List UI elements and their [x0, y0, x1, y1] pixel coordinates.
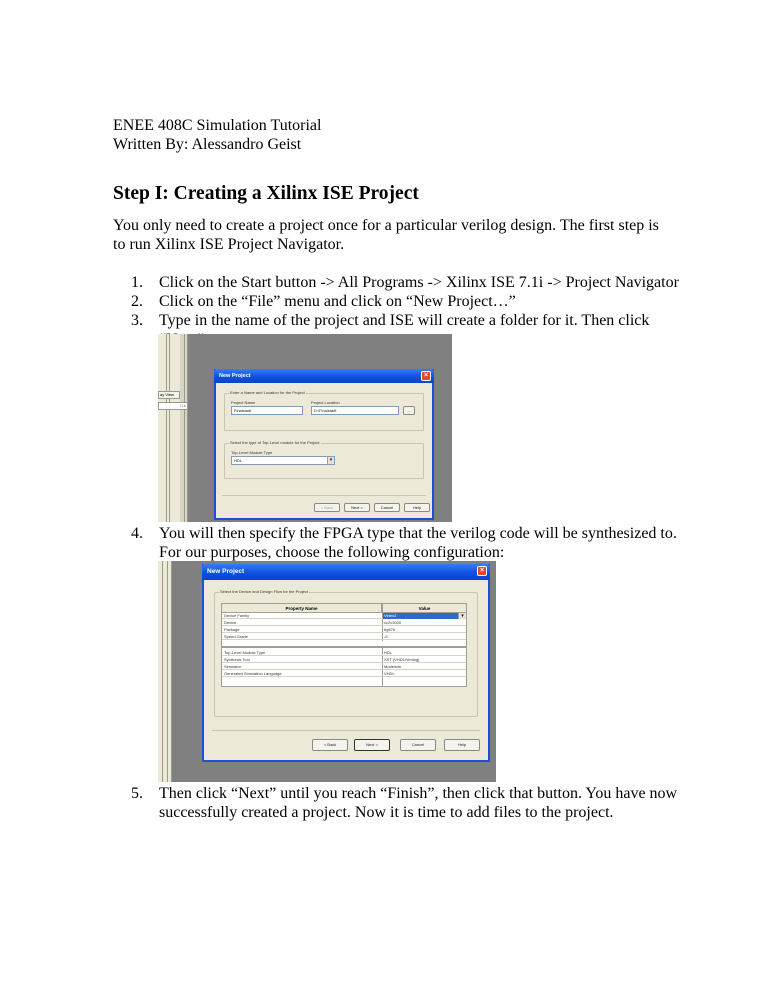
project-location-label: Project Location: [311, 400, 340, 405]
close-icon[interactable]: ×: [477, 566, 487, 576]
step-text: Click on the “File” menu and click on “New Project…”: [159, 293, 516, 310]
back-button[interactable]: < Back: [312, 739, 348, 751]
step-number: 1.: [131, 274, 143, 291]
step-text: Type in the name of the project and ISE will create a folder for it. Then click: [159, 312, 650, 329]
table-row[interactable]: [222, 634, 466, 640]
screenshot-new-project-name: [158, 334, 452, 522]
top-level-value: HDL: [234, 458, 243, 463]
property-name: Synthesis Tool: [224, 657, 250, 662]
panel-divider: [162, 561, 163, 782]
property-value[interactable]: xc2v3000: [384, 620, 402, 625]
table-row[interactable]: [222, 657, 466, 663]
property-value[interactable]: VHDL: [384, 671, 395, 676]
group-label: Enter a Name and Location for the Project: [230, 390, 305, 395]
ide-tab[interactable]: ay View: [158, 391, 180, 399]
property-value[interactable]: bg676: [384, 627, 396, 632]
property-name: Speed Grade: [224, 634, 248, 639]
group-label: Select the type of Top-Level module for the Project: [230, 440, 320, 445]
panel-divider: [169, 334, 170, 522]
step-text-continued: For our purposes, choose the following configuration:: [159, 544, 505, 561]
new-project-dialog: [202, 564, 490, 762]
property-table: [221, 603, 467, 687]
property-name: Package: [224, 627, 240, 632]
project-location-input[interactable]: D:\Finalstadt: [311, 406, 399, 415]
step-number: 2.: [131, 293, 143, 310]
top-level-group: [224, 440, 424, 479]
step-number: 4.: [131, 525, 143, 542]
step-text: You will then specify the FPGA type that the verilog code will be synthesized to.: [159, 525, 677, 542]
back-button[interactable]: < Back: [314, 503, 340, 512]
cancel-button[interactable]: Cancel: [400, 739, 436, 751]
help-button[interactable]: Help: [404, 503, 430, 512]
step-text-continued: successfully created a project. Now it is time to add files to the project.: [159, 804, 614, 821]
course-title: ENEE 408C Simulation Tutorial: [113, 117, 322, 134]
section-heading: Step I: Creating a Xilinx ISE Project: [113, 183, 419, 204]
project-name-input[interactable]: Finalstadt: [231, 406, 303, 415]
panel-divider: [167, 561, 168, 782]
step-number: 3.: [131, 312, 143, 329]
cancel-button[interactable]: Cancel: [374, 503, 400, 512]
step-text: Then click “Next” until you reach “Finish”, then click that button. You have now: [159, 785, 678, 802]
button-separator: [222, 495, 426, 496]
property-value[interactable]: -6: [384, 634, 388, 639]
top-level-label: Top-Level Module Type: [231, 450, 273, 455]
panel-divider: [171, 561, 172, 782]
browse-button[interactable]: ...: [403, 406, 415, 415]
dialog-title-bar: [202, 564, 490, 580]
table-row[interactable]: [222, 650, 466, 656]
property-name: Generated Simulation Language: [224, 671, 282, 676]
panel-divider: [184, 334, 185, 522]
property-name: Device Family: [224, 613, 250, 618]
property-name: Simulator: [224, 664, 241, 669]
step-number: 5.: [131, 785, 143, 802]
table-row[interactable]: [222, 627, 466, 633]
intro-paragraph: You only need to create a project once for a particular verilog design. The first step is to run Xilinx ISE Project Navigator.: [113, 217, 659, 253]
group-label: Select the Device and Design Flow for the Project: [220, 589, 309, 594]
name-location-group: [224, 390, 424, 431]
project-name-label: Project Name: [231, 400, 256, 405]
next-button[interactable]: Next >: [354, 739, 390, 751]
help-button[interactable]: Help: [444, 739, 480, 751]
table-row[interactable]: [222, 613, 466, 619]
property-value-selected[interactable]: Virtex2: [383, 613, 458, 619]
author-line: Written By: Alessandro Geist: [113, 136, 302, 153]
ide-left-panel: [158, 561, 172, 782]
property-value[interactable]: Modelsim: [384, 664, 402, 669]
dialog-title: New Project: [219, 373, 251, 379]
table-row[interactable]: [222, 620, 466, 626]
table-header: [222, 604, 466, 613]
column-property-name: Property Name: [222, 604, 382, 613]
panel-divider: [187, 334, 188, 522]
property-value[interactable]: XST (VHDL/Verilog): [384, 657, 420, 662]
panel-divider: [166, 334, 167, 522]
column-value: Value: [418, 606, 431, 611]
dialog-title: New Project: [207, 568, 245, 575]
dialog-title-bar: [214, 369, 434, 383]
chevron-down-icon[interactable]: ▾: [458, 613, 466, 619]
table-row[interactable]: [222, 664, 466, 670]
device-flow-group: [214, 589, 478, 717]
ide-pane-controls[interactable]: □ ×: [158, 402, 188, 410]
step-text: Click on the Start button -> All Programs -> Xilinx ISE 7.1i -> Project Navigator: [159, 274, 679, 291]
close-icon[interactable]: ×: [421, 371, 431, 381]
next-button[interactable]: Next >: [344, 503, 370, 512]
button-separator: [212, 730, 480, 731]
table-row[interactable]: [222, 671, 466, 677]
property-name: Device: [224, 620, 237, 625]
property-name: Top-Level Module Type: [224, 650, 266, 655]
screenshot-device-config: [158, 561, 496, 782]
top-level-select[interactable]: [231, 456, 335, 465]
chevron-down-icon[interactable]: ▾: [327, 457, 334, 464]
table-spacer-row: [222, 641, 466, 648]
property-value[interactable]: HDL: [384, 650, 393, 655]
new-project-dialog: [214, 369, 434, 520]
